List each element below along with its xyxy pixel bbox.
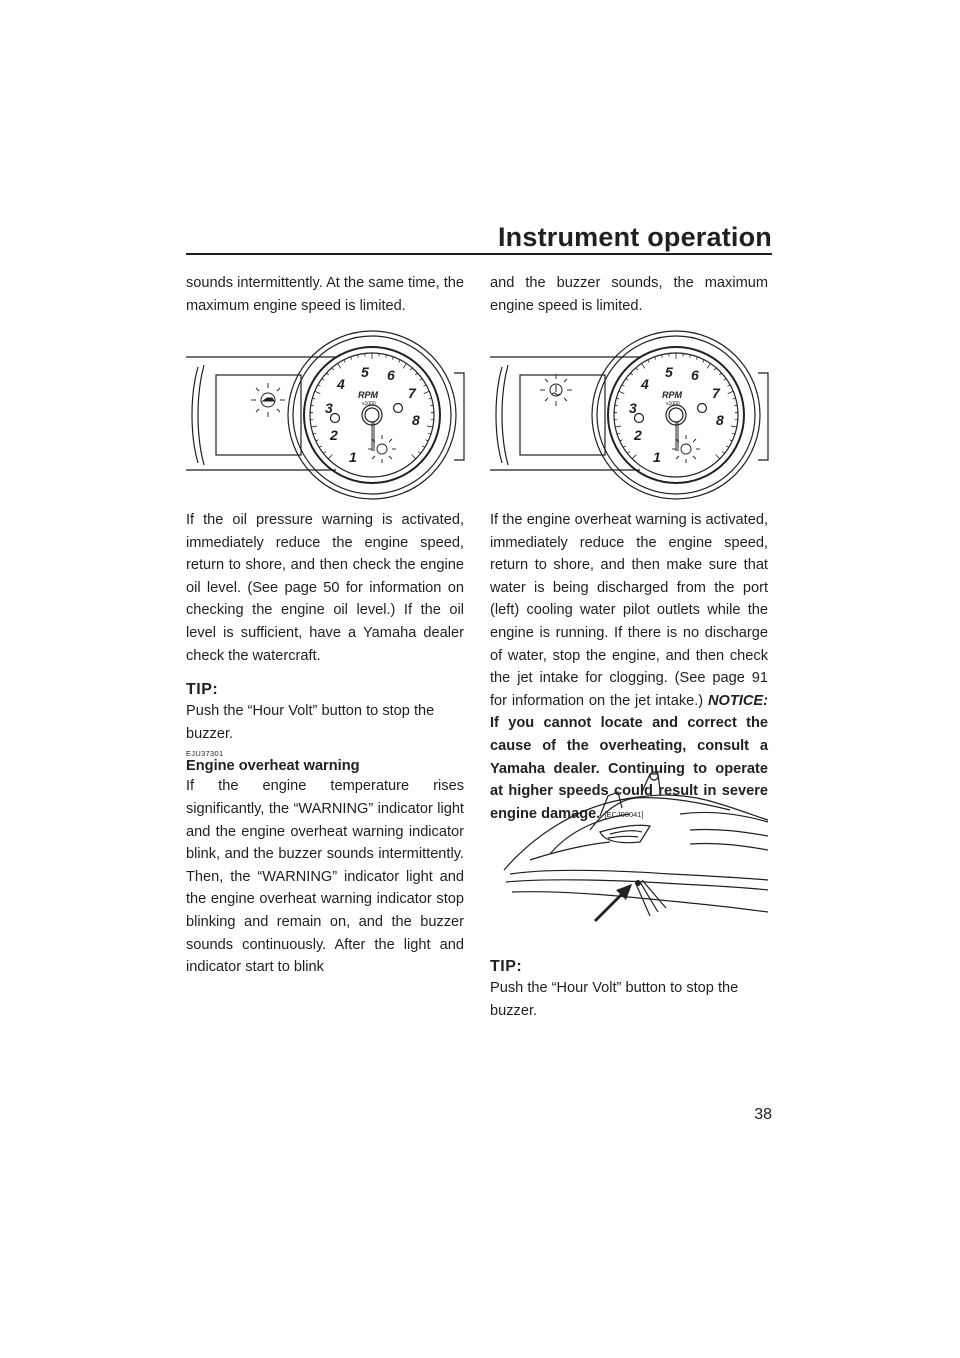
section-code: EJU37301 [186,749,224,759]
gauge-tick [714,368,716,370]
gauge-tick [615,426,621,427]
gauge-tick [424,391,430,393]
gauge-tick [616,398,619,399]
gauge-tick [429,398,432,399]
gauge-tick [726,446,729,448]
gauge-tick [423,385,426,386]
gauge-tick [403,363,406,368]
notice-code: [ECJ00041] [604,809,644,819]
gauge-rpm-label: RPM [358,390,378,400]
dial-number-6: 6 [387,367,395,383]
gauge-tick [627,452,629,454]
section-heading: Engine overheat warning [186,758,360,775]
gauge-multiplier-label: x1000 [666,401,680,407]
gauge-tick [727,385,730,386]
gauge-tick [730,440,733,441]
gauge-tick [724,379,726,381]
gauge-tick [313,433,316,434]
gauge-tick [410,368,412,370]
gauge-tick [707,363,710,368]
gauge-tick [315,391,321,393]
dial-number-3: 3 [629,400,637,416]
gauge-multiplier-label: x1000 [362,401,376,407]
gauge-tick [399,360,400,363]
left-tip-heading: TIP: [186,681,219,699]
dial-number-2: 2 [330,427,338,443]
page-number: 38 [754,1106,772,1123]
gauge-tick [316,440,319,441]
right-tip [490,957,768,1022]
dial-number-7: 7 [408,385,416,401]
gauge-illustration-overheat [490,325,770,500]
right-tip-heading: TIP: [490,958,523,975]
gauge-tick [326,373,328,375]
gauge-tick [719,373,721,375]
right-paragraph-1: and the buzzer sounds, the maximum engine speed is limited. [490,275,768,314]
gauge-tick [344,360,345,363]
page-title: Instrument operation [497,222,772,252]
right-tip-text: Push the “Hour Volt” button to stop the buzzer. [490,980,739,1019]
gauge-tick [428,433,431,434]
gauge-tick [722,452,724,454]
gauge-tick [318,385,321,386]
gauge-tick [655,357,656,360]
gauge-tick [392,357,393,360]
engine-overheat-warning-icon [540,374,572,406]
left-tip-text: Push the “Hour Volt” button to stop the buzzer. [186,703,435,742]
gauge-tick [323,452,325,454]
gauge-tick [311,426,317,427]
dial-number-5: 5 [665,364,673,380]
gauge-tick [622,385,625,386]
gauge-tick [319,446,322,448]
dial-number-6: 6 [691,367,699,383]
gauge-tick [626,379,628,381]
right-paragraph-2-text: If the engine overheat warning is activated, immediately reduce the engine speed, return to shore, and then make sure that water is being discharged from the port (left) cooling water pilot outlets while the engine is running. If there is no discharge of water, stop the engine, and then check the jet intake for clogging. (See page 91 for information on the jet intake.) [490,512,768,709]
left-paragraph-1: sounds intermittently. At the same time, the maximum engine speed is limited. [186,275,464,314]
gauge-tick [312,398,315,399]
header-rule [186,253,772,255]
gauge-tick [728,391,734,393]
gauge-tick [630,373,632,375]
gauge-tick [420,379,422,381]
gauge-tick [696,357,697,360]
gauge-tick [332,368,334,370]
right-column [490,272,768,317]
gauge-tick [716,455,720,459]
gauge-tick [648,360,649,363]
gauge-tick [427,426,433,427]
dial-number-1: 1 [653,449,661,465]
notice-text: If you cannot locate and correct the cause of the overheating, consult a Yamaha dealer. Continuing to operate at higher speeds could result in severe engine damage. [490,715,768,822]
gauge-tick [642,363,645,368]
gauge-tick [733,398,736,399]
dial-number-4: 4 [337,376,345,392]
gauge-tick [617,433,620,434]
gauge-tick [422,446,425,448]
gauge-tick [418,452,420,454]
pointer-arrow [594,884,632,922]
gauge-rpm-label: RPM [662,390,682,400]
gauge-tick [620,440,623,441]
notice-label: NOTICE: [707,692,768,709]
gauge-tick [623,446,626,448]
left-column-body [186,509,464,979]
dial-number-4: 4 [641,376,649,392]
dial-number-1: 1 [349,449,357,465]
dial-number-7: 7 [712,385,720,401]
dial-number-8: 8 [412,412,420,428]
gauge-tick [732,433,735,434]
left-column [186,272,464,317]
gauge-tick [731,426,737,427]
gauge-tick [322,379,324,381]
pilot-outlet-marker [635,880,641,886]
dial-number-8: 8 [716,412,724,428]
oil-pressure-warning-icon [251,383,285,417]
dial-number-3: 3 [325,400,333,416]
gauge-tick [426,440,429,441]
gauge-tick [412,455,416,459]
gauge-illustration-oil [186,325,466,500]
gauge-tick [703,360,704,363]
gauge-tick [636,368,638,370]
left-paragraph-3: If the engine temperature rises significantly, the “WARNING” indicator light and the engine overheat warning indicator blink, and the buzzer sounds intermittently. Then, the “WARNING” indicator light and the engine overheat warning indicator stop blinking and remain on, and the buzzer sounds continuously. After the light and indicator start to blink [186,778,464,976]
left-paragraph-2: If the oil pressure warning is activated, immediately reduce the engine speed, return to shore, and then check the engine oil level. (See page 50 for information on checking the engine oil level.) If the oil level is sufficient, have a Yamaha dealer check the watercraft. [186,512,464,664]
dial-number-2: 2 [634,427,642,443]
gauge-tick [351,357,352,360]
dial-number-5: 5 [361,364,369,380]
gauge-tick [619,391,625,393]
watercraft-illustration [490,770,770,940]
gauge-tick [632,455,636,459]
gauge-tick [328,455,332,459]
gauge-tick [415,373,417,375]
gauge-tick [338,363,341,368]
